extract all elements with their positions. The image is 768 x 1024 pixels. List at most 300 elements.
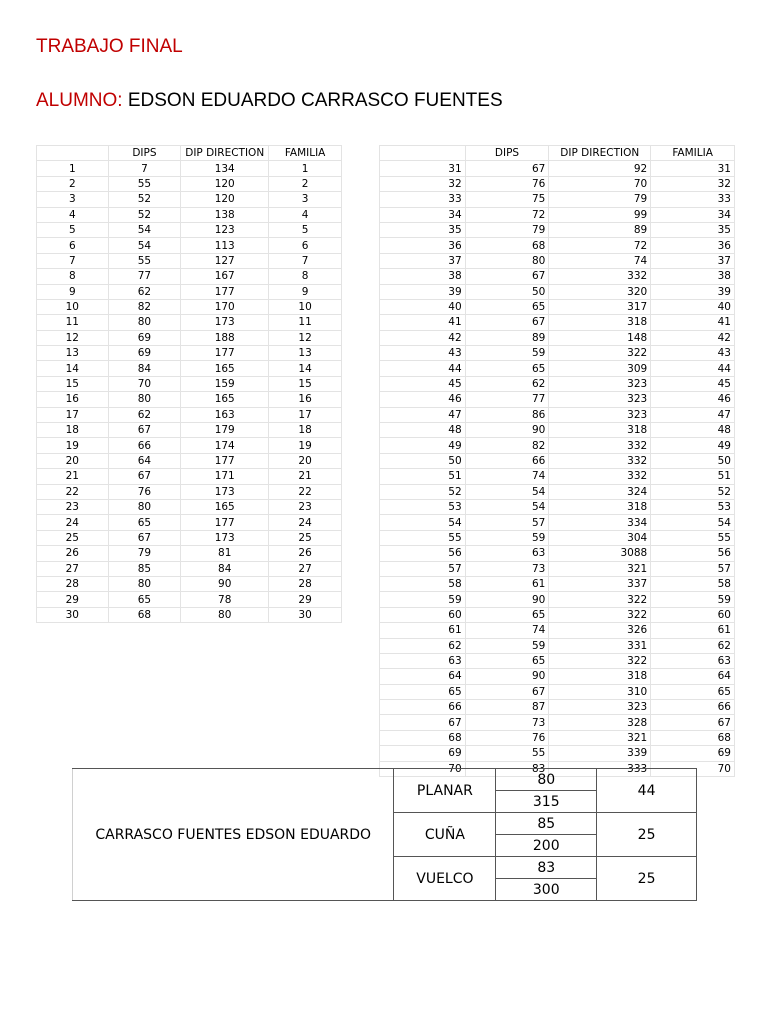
table-cell: 31	[651, 161, 735, 176]
table-cell: 23	[37, 499, 109, 514]
table-cell: 68	[651, 730, 735, 745]
column-header: FAMILIA	[269, 146, 342, 161]
table-cell: 67	[108, 469, 181, 484]
table-cell: 62	[108, 284, 181, 299]
summary-row	[73, 769, 697, 791]
table-cell: 55	[108, 176, 181, 191]
table-cell: 44	[380, 361, 466, 376]
table-cell: 55	[108, 253, 181, 268]
table-cell: 55	[465, 746, 549, 761]
table-cell: 51	[651, 469, 735, 484]
table-cell: 57	[380, 561, 466, 576]
table-cell: 15	[37, 376, 109, 391]
table-cell: 58	[651, 576, 735, 591]
table-cell: 173	[181, 530, 269, 545]
table-cell: 53	[651, 499, 735, 514]
table-cell: 28	[37, 576, 109, 591]
table-cell: 45	[651, 376, 735, 391]
table-cell: 68	[108, 607, 181, 622]
table-cell: 47	[380, 407, 466, 422]
table-cell: 173	[181, 484, 269, 499]
table-cell: 82	[465, 438, 549, 453]
table-cell: 92	[549, 161, 651, 176]
table-cell: 80	[108, 576, 181, 591]
table-cell: 74	[549, 253, 651, 268]
table-cell: 65	[465, 361, 549, 376]
dip-value: 85	[496, 813, 597, 835]
table-cell: 57	[651, 561, 735, 576]
table-cell: 339	[549, 746, 651, 761]
table-cell: 24	[269, 515, 342, 530]
table-cell: 43	[651, 346, 735, 361]
table-cell: 84	[181, 561, 269, 576]
student-label: ALUMNO:	[36, 90, 123, 111]
table-header-row	[380, 146, 735, 161]
table-cell: 69	[108, 346, 181, 361]
table-cell: 90	[181, 576, 269, 591]
table-cell: 49	[651, 438, 735, 453]
student-name: EDSON EDUARDO CARRASCO FUENTES	[127, 90, 503, 111]
table-row	[380, 284, 735, 299]
table-cell: 85	[108, 561, 181, 576]
table-cell: 323	[549, 392, 651, 407]
table-cell: 310	[549, 684, 651, 699]
table-cell: 318	[549, 499, 651, 514]
table-cell: 134	[181, 161, 269, 176]
table-row	[37, 161, 342, 176]
column-header	[380, 146, 466, 161]
table-cell: 2	[37, 176, 109, 191]
table-cell: 138	[181, 207, 269, 222]
table-cell: 322	[549, 653, 651, 668]
table-cell: 90	[465, 423, 549, 438]
table-cell: 89	[465, 330, 549, 345]
failure-type-label: PLANAR	[394, 769, 496, 813]
table-row	[380, 207, 735, 222]
table-cell: 42	[651, 330, 735, 345]
table-cell: 68	[380, 730, 466, 745]
table-cell: 63	[651, 653, 735, 668]
table-row	[380, 315, 735, 330]
table-cell: 80	[181, 607, 269, 622]
table-cell: 56	[651, 546, 735, 561]
table-cell: 59	[465, 346, 549, 361]
table-row	[37, 176, 342, 191]
table-cell: 120	[181, 192, 269, 207]
table-cell: 113	[181, 238, 269, 253]
table-cell: 159	[181, 376, 269, 391]
document-title: TRABAJO FINAL	[36, 36, 183, 57]
table-cell: 177	[181, 346, 269, 361]
table-cell: 20	[269, 453, 342, 468]
table-cell: 12	[37, 330, 109, 345]
table-cell: 46	[651, 392, 735, 407]
table-row	[37, 407, 342, 422]
table-cell: 54	[108, 222, 181, 237]
table-cell: 177	[181, 284, 269, 299]
table-cell: 67	[651, 715, 735, 730]
table-cell: 55	[651, 530, 735, 545]
table-cell: 318	[549, 669, 651, 684]
table-cell: 8	[37, 269, 109, 284]
table-cell: 61	[465, 576, 549, 591]
dip-direction-value: 300	[496, 879, 597, 901]
table-cell: 65	[651, 684, 735, 699]
table-cell: 46	[380, 392, 466, 407]
table-row	[37, 484, 342, 499]
table-cell: 334	[549, 515, 651, 530]
table-cell: 83	[465, 761, 549, 776]
table-cell: 48	[380, 423, 466, 438]
table-cell: 35	[651, 222, 735, 237]
table-cell: 26	[269, 546, 342, 561]
table-cell: 323	[549, 407, 651, 422]
table-cell: 2	[269, 176, 342, 191]
table-cell: 54	[465, 499, 549, 514]
table-cell: 120	[181, 176, 269, 191]
table-row	[37, 192, 342, 207]
table-cell: 34	[651, 207, 735, 222]
table-cell: 18	[37, 423, 109, 438]
table-cell: 79	[465, 222, 549, 237]
table-cell: 52	[651, 484, 735, 499]
table-cell: 321	[549, 561, 651, 576]
table-cell: 10	[37, 299, 109, 314]
table-cell: 76	[465, 176, 549, 191]
table-cell: 79	[549, 192, 651, 207]
table-cell: 67	[108, 530, 181, 545]
table-cell: 50	[651, 453, 735, 468]
table-cell: 24	[37, 515, 109, 530]
table-cell: 73	[465, 715, 549, 730]
student-line	[36, 90, 503, 112]
table-cell: 21	[269, 469, 342, 484]
table-cell: 12	[269, 330, 342, 345]
table-cell: 171	[181, 469, 269, 484]
table-cell: 326	[549, 623, 651, 638]
table-cell: 322	[549, 592, 651, 607]
table-cell: 38	[651, 269, 735, 284]
table-cell: 1	[269, 161, 342, 176]
table-row	[380, 576, 735, 591]
table-cell: 328	[549, 715, 651, 730]
table-cell: 165	[181, 499, 269, 514]
count-value: 44	[597, 769, 697, 813]
table-cell: 20	[37, 453, 109, 468]
table-cell: 72	[549, 238, 651, 253]
table-cell: 321	[549, 730, 651, 745]
table-cell: 90	[465, 592, 549, 607]
table-cell: 38	[380, 269, 466, 284]
table-row	[380, 423, 735, 438]
table-cell: 165	[181, 392, 269, 407]
table-cell: 64	[651, 669, 735, 684]
table-cell: 67	[380, 715, 466, 730]
table-row	[380, 192, 735, 207]
table-cell: 29	[269, 592, 342, 607]
table-cell: 67	[108, 423, 181, 438]
table-cell: 54	[108, 238, 181, 253]
table-cell: 70	[380, 761, 466, 776]
table-cell: 69	[651, 746, 735, 761]
table-cell: 32	[651, 176, 735, 191]
table-cell: 25	[37, 530, 109, 545]
table-cell: 67	[465, 315, 549, 330]
table-cell: 15	[269, 376, 342, 391]
table-row	[37, 253, 342, 268]
table-row	[380, 715, 735, 730]
table-cell: 62	[465, 376, 549, 391]
table-cell: 174	[181, 438, 269, 453]
table-row	[37, 607, 342, 622]
table-cell: 87	[465, 700, 549, 715]
table-cell: 75	[465, 192, 549, 207]
table-cell: 23	[269, 499, 342, 514]
table-cell: 57	[465, 515, 549, 530]
table-cell: 320	[549, 284, 651, 299]
table-cell: 64	[380, 669, 466, 684]
table-row	[380, 515, 735, 530]
summary-student-name: CARRASCO FUENTES EDSON EDUARDO	[73, 769, 394, 901]
table-row	[37, 469, 342, 484]
table-cell: 77	[108, 269, 181, 284]
column-header: DIPS	[465, 146, 549, 161]
table-cell: 26	[37, 546, 109, 561]
table-cell: 86	[465, 407, 549, 422]
table-cell: 67	[465, 269, 549, 284]
table-cell: 10	[269, 299, 342, 314]
table-row	[380, 546, 735, 561]
column-header: FAMILIA	[651, 146, 735, 161]
table-cell: 56	[380, 546, 466, 561]
table-row	[37, 546, 342, 561]
table-cell: 148	[549, 330, 651, 345]
table-row	[380, 407, 735, 422]
column-header: DIP DIRECTION	[549, 146, 651, 161]
table-row	[37, 269, 342, 284]
table-row	[380, 330, 735, 345]
table-cell: 318	[549, 423, 651, 438]
table-cell: 5	[37, 222, 109, 237]
table-cell: 60	[651, 607, 735, 622]
table-cell: 65	[465, 607, 549, 622]
table-cell: 7	[108, 161, 181, 176]
summary-table	[72, 768, 697, 901]
table-cell: 173	[181, 315, 269, 330]
table-cell: 73	[465, 561, 549, 576]
table-row	[380, 684, 735, 699]
table-cell: 78	[181, 592, 269, 607]
table-cell: 3088	[549, 546, 651, 561]
table-cell: 123	[181, 222, 269, 237]
count-value: 25	[597, 857, 697, 901]
table-row	[380, 299, 735, 314]
table-cell: 170	[181, 299, 269, 314]
table-cell: 62	[380, 638, 466, 653]
table-cell: 80	[465, 253, 549, 268]
table-row	[380, 176, 735, 191]
table-cell: 163	[181, 407, 269, 422]
table-cell: 29	[37, 592, 109, 607]
table-cell: 51	[380, 469, 466, 484]
table-cell: 7	[37, 253, 109, 268]
table-row	[37, 299, 342, 314]
table-cell: 63	[465, 546, 549, 561]
table-cell: 11	[269, 315, 342, 330]
table-cell: 4	[37, 207, 109, 222]
table-cell: 52	[108, 192, 181, 207]
table-cell: 27	[37, 561, 109, 576]
table-cell: 33	[380, 192, 466, 207]
table-cell: 33	[651, 192, 735, 207]
table-cell: 54	[465, 484, 549, 499]
table-cell: 50	[380, 453, 466, 468]
table-cell: 7	[269, 253, 342, 268]
table-row	[380, 376, 735, 391]
table-row	[380, 499, 735, 514]
table-cell: 82	[108, 299, 181, 314]
table-cell: 304	[549, 530, 651, 545]
column-header: DIP DIRECTION	[181, 146, 269, 161]
table-cell: 44	[651, 361, 735, 376]
table-row	[37, 330, 342, 345]
table-row	[380, 469, 735, 484]
table-cell: 14	[37, 361, 109, 376]
table-cell: 65	[108, 592, 181, 607]
table-cell: 16	[37, 392, 109, 407]
table-row	[380, 669, 735, 684]
table-row	[380, 346, 735, 361]
table-cell: 332	[549, 453, 651, 468]
table-cell: 69	[380, 746, 466, 761]
table-cell: 22	[269, 484, 342, 499]
table-cell: 59	[380, 592, 466, 607]
table-cell: 84	[108, 361, 181, 376]
table-row	[37, 515, 342, 530]
table-row	[380, 561, 735, 576]
table-cell: 177	[181, 453, 269, 468]
table-row	[380, 623, 735, 638]
column-header	[37, 146, 109, 161]
table-cell: 1	[37, 161, 109, 176]
table-row	[37, 376, 342, 391]
table-cell: 14	[269, 361, 342, 376]
table-cell: 49	[380, 438, 466, 453]
table-cell: 318	[549, 315, 651, 330]
table-cell: 179	[181, 423, 269, 438]
table-cell: 58	[380, 576, 466, 591]
table-row	[380, 269, 735, 284]
table-row	[380, 238, 735, 253]
table-cell: 177	[181, 515, 269, 530]
table-cell: 61	[380, 623, 466, 638]
table-cell: 323	[549, 700, 651, 715]
table-cell: 18	[269, 423, 342, 438]
table-cell: 8	[269, 269, 342, 284]
table-cell: 62	[108, 407, 181, 422]
table-cell: 27	[269, 561, 342, 576]
table-row	[37, 284, 342, 299]
table-cell: 30	[37, 607, 109, 622]
table-cell: 19	[37, 438, 109, 453]
table-row	[380, 392, 735, 407]
table-cell: 69	[108, 330, 181, 345]
table-row	[37, 207, 342, 222]
column-header: DIPS	[108, 146, 181, 161]
table-row	[37, 438, 342, 453]
dip-direction-value: 200	[496, 835, 597, 857]
table-cell: 31	[380, 161, 466, 176]
table-cell: 55	[380, 530, 466, 545]
table-cell: 9	[37, 284, 109, 299]
table-cell: 32	[380, 176, 466, 191]
table-cell: 41	[651, 315, 735, 330]
table-cell: 17	[269, 407, 342, 422]
dip-value: 80	[496, 769, 597, 791]
table-cell: 332	[549, 438, 651, 453]
table-row	[37, 453, 342, 468]
table-cell: 59	[651, 592, 735, 607]
table-cell: 30	[269, 607, 342, 622]
table-cell: 53	[380, 499, 466, 514]
table-cell: 322	[549, 346, 651, 361]
table-cell: 35	[380, 222, 466, 237]
table-cell: 332	[549, 269, 651, 284]
table-cell: 13	[37, 346, 109, 361]
table-row	[37, 530, 342, 545]
table-cell: 61	[651, 623, 735, 638]
table-header-row	[37, 146, 342, 161]
table-cell: 54	[380, 515, 466, 530]
table-row	[380, 730, 735, 745]
table-cell: 70	[651, 761, 735, 776]
table-cell: 66	[380, 700, 466, 715]
table-row	[380, 638, 735, 653]
table-cell: 317	[549, 299, 651, 314]
table-cell: 80	[108, 499, 181, 514]
table-cell: 65	[465, 653, 549, 668]
dip-direction-value: 315	[496, 791, 597, 813]
table-cell: 70	[108, 376, 181, 391]
table-cell: 59	[465, 638, 549, 653]
table-cell: 70	[549, 176, 651, 191]
table-cell: 43	[380, 346, 466, 361]
table-row	[380, 361, 735, 376]
table-cell: 68	[465, 238, 549, 253]
table-cell: 165	[181, 361, 269, 376]
table-cell: 36	[380, 238, 466, 253]
table-row	[37, 222, 342, 237]
table-cell: 323	[549, 376, 651, 391]
table-row	[380, 530, 735, 545]
table-cell: 60	[380, 607, 466, 622]
table-cell: 66	[108, 438, 181, 453]
table-cell: 11	[37, 315, 109, 330]
right-data-table	[379, 145, 735, 777]
table-cell: 25	[269, 530, 342, 545]
table-cell: 52	[108, 207, 181, 222]
table-row	[37, 315, 342, 330]
table-cell: 6	[37, 238, 109, 253]
table-cell: 333	[549, 761, 651, 776]
table-cell: 40	[380, 299, 466, 314]
left-data-table	[36, 145, 342, 623]
table-row	[380, 700, 735, 715]
table-row	[37, 561, 342, 576]
table-cell: 37	[651, 253, 735, 268]
table-row	[380, 222, 735, 237]
table-cell: 59	[465, 530, 549, 545]
